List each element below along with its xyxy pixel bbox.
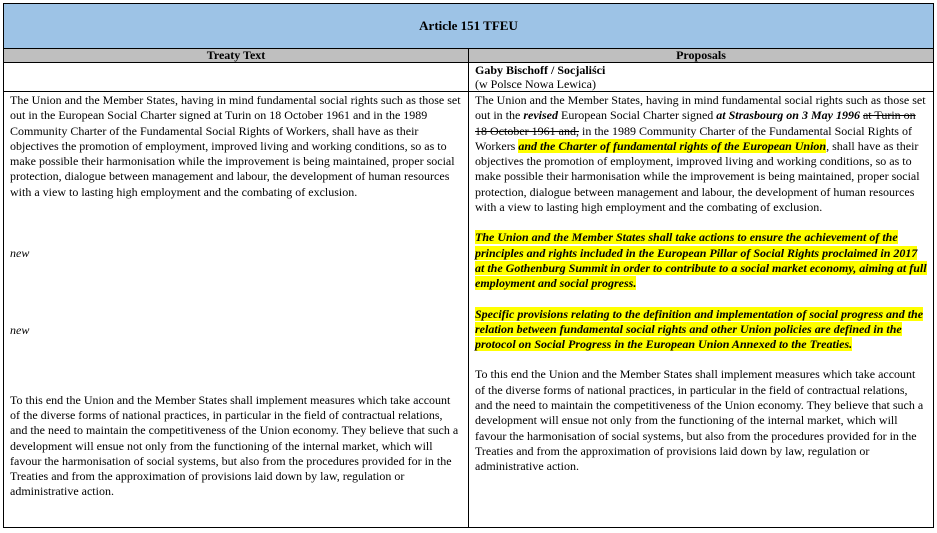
proposal-text-segment: The Union and the Member States, having in mind fundamental social rights such as those set out in the (475, 93, 926, 123)
author-empty-cell (4, 63, 469, 92)
author-name: Gaby Bischoff / Socjaliści (475, 63, 606, 77)
proposal-text-segment: in the 1989 Community Charter of the Fundamental Social Rights of Workers (475, 123, 912, 153)
inserted-strasbourg: at Strasbourg on 3 May 1996 (716, 108, 860, 123)
treaty-text-cell (4, 92, 469, 528)
new-label-1: new (10, 246, 30, 261)
proposal-paragraph-2: To this end the Union and the Member States shall implement measures which take account of the diverse forms of national practices, in particular in the field of contractual relations, and the need to maintain the competitiveness of the Union economy. They believe that such a development will ensue not only from the functioning of the internal market, which will favour the harmonisation of social systems, but also from the procedures provided for in the Treaties and from the approximation of provisions laid down by law, regulation or administrative action. (475, 367, 924, 474)
author-party: (w Polsce Nowa Lewica) (475, 77, 596, 91)
author-row (4, 63, 934, 92)
title-row (4, 4, 934, 49)
proposal-paragraph-1 (475, 93, 927, 215)
header-treaty-text: Treaty Text (4, 49, 469, 63)
content-row (4, 92, 934, 528)
article-title: Article 151 TFEU (4, 4, 934, 49)
proposal-text-segment: , shall have as their objectives the promotion of employment, improved living and working conditions, so as to make possible their harmonisation while the improvement is being maintained, proper social protection, dialogue between management and labour, the development of human resources with a view to lasting high employment and the combating of exclusion. (475, 138, 920, 215)
proposal-new-paragraph-2 (475, 307, 927, 353)
column-header-row (4, 49, 934, 63)
new-paragraph-2-highlight: Specific provisions relating to the definition and implementation of social progress and the relation between fundamental social rights and other Union policies are defined in the protocol on Social Progress in the European Union Annexed to the Treaties. (475, 306, 924, 352)
treaty-paragraph-1: The Union and the Member States, having in mind fundamental social rights such as those set out in the European Social Charter signed at Turin on 18 October 1961 and in the 1989 Community Charter of the Fundamental Social Rights of Workers, shall have as their objectives the promotion of employment, improved living and working conditions, so as to make possible their harmonisation while the improvement is being maintained, proper social protection, dialogue between management and labour, the development of human resources with a view to lasting high employment and the combating of exclusion. (10, 93, 461, 199)
proposals-cell (469, 92, 934, 528)
new-paragraph-1-highlight: The Union and the Member States shall take actions to ensure the achievement of the principles and rights included in the European Pillar of Social Rights proclaimed in 2017 at the Gothenburg Summit in order to contribute to a social market economy, aiming at full employment and social progress. (475, 230, 927, 291)
proposal-text-segment: European Social Charter signed (557, 108, 717, 123)
inserted-revised: revised (523, 108, 558, 123)
article-document (3, 3, 933, 528)
comparison-table (3, 3, 934, 528)
new-label-2: new (10, 323, 30, 338)
inserted-charter-highlight: and the Charter of fundamental rights of the European Union (518, 138, 827, 153)
author-cell (469, 63, 934, 92)
proposal-new-paragraph-1 (475, 230, 927, 291)
treaty-paragraph-2: To this end the Union and the Member States shall implement measures which take account of the diverse forms of national practices, in particular in the field of contractual relations, and the need to maintain the competitiveness of the Union economy. They believe that such a development will ensue not only from the functioning of the internal market, which will favour the harmonisation of social systems, but also from the procedures provided for in the Treaties and from the approximation of provisions laid down by law, regulation or administrative action. (10, 392, 459, 499)
deleted-turin: at Turin on 18 October 1961 and, (475, 108, 916, 138)
header-proposals: Proposals (469, 49, 934, 63)
